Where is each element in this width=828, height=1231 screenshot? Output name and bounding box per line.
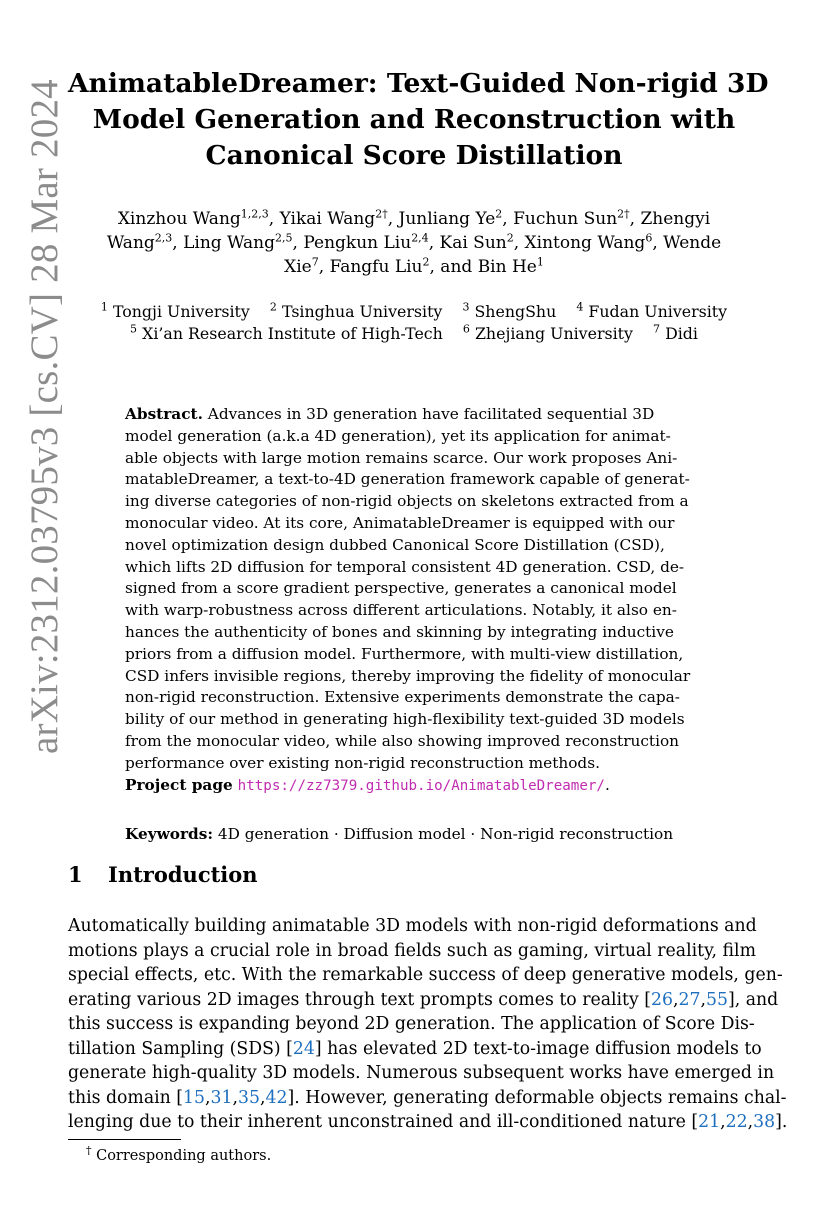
citation-link[interactable]: 55: [706, 989, 728, 1010]
abstract-line: which lifts 2D diffusion for temporal consistent 4D generation. CSD, de-: [125, 557, 685, 576]
author-separator: ,: [172, 233, 184, 253]
affiliation-number: 4: [576, 300, 584, 314]
author-separator: ,: [268, 209, 280, 229]
intro-text: motions plays a crucial role in broad fields such as gaming, virtual reality, film: [68, 940, 756, 961]
citation-link[interactable]: 31: [210, 1087, 233, 1108]
intro-text: Automatically building animatable 3D models with non-rigid deformations and: [68, 916, 757, 936]
author-name: Fangfu Liu: [329, 257, 423, 277]
keywords-text: 4D generation · Diffusion model · Non-rigid reconstruction: [212, 825, 674, 843]
author-name: Xintong Wang: [524, 233, 646, 253]
affiliation-name: Zhejiang University: [474, 324, 633, 343]
abstract-line: novel optimization design dubbed Canonical Score Distillation (CSD),: [125, 535, 665, 554]
affiliation-number: 1: [100, 300, 108, 314]
author-name: Xie: [284, 257, 312, 277]
author-name: Yikai Wang: [279, 209, 376, 229]
author-line: [68, 255, 760, 279]
affiliation-name: Tongji University: [112, 302, 250, 321]
title-line: AnimatableDreamer: Text-Guided Non-rigid 3D: [68, 68, 769, 99]
title-line: Canonical Score Distillation: [205, 140, 623, 171]
author-separator: , Wende: [652, 233, 722, 253]
author-name: Ling Wang: [183, 233, 276, 253]
author-affiliation-marker: 1: [536, 255, 544, 269]
abstract-line: CSD infers invisible regions, thereby improving the fidelity of monocular: [125, 666, 691, 685]
intro-line: [68, 1061, 775, 1086]
intro-text: ,: [260, 1087, 266, 1108]
affiliation-line: [68, 301, 760, 323]
intro-text: ,: [673, 989, 679, 1010]
project-page-end: .: [604, 775, 610, 794]
author-name: Fuchun Sun: [513, 209, 618, 229]
author-name: Bin He: [477, 257, 537, 277]
author-separator: , and: [429, 257, 478, 277]
intro-text: generate high-quality 3D models. Numerous subsequent works have emerged in: [68, 1063, 775, 1083]
keywords-line: [125, 823, 725, 845]
abstract-label: Abstract.: [125, 405, 203, 423]
abstract-line: bility of our method in generating high-flexibility text-guided 3D models: [125, 710, 685, 729]
intro-text: lenging due to their inherent unconstrained and ill-conditioned nature [: [68, 1112, 699, 1132]
author-name: Xinzhou Wang: [117, 209, 241, 229]
intro-text: ,: [232, 1087, 239, 1108]
author-affiliation-marker: 2: [422, 255, 430, 269]
intro-line: [68, 1110, 788, 1135]
intro-text: ]. However, generating deformable objects remains chal-: [287, 1087, 787, 1108]
intro-text: tillation Sampling (SDS) [: [68, 1038, 293, 1059]
affiliation-number: 2: [269, 300, 277, 314]
affiliation-number: 6: [462, 322, 470, 336]
author-affiliation-marker: 2,4: [411, 231, 429, 245]
author-separator: ,: [387, 209, 399, 229]
project-page-label: Project page: [125, 775, 233, 794]
author-line: [68, 207, 760, 231]
abstract-line: ing diverse categories of non-rigid objects on skeletons extracted from a: [125, 492, 689, 511]
project-page-link[interactable]: https://zz7379.github.io/AnimatableDreamer/: [237, 777, 605, 794]
author-affiliation-marker: 2,3: [154, 231, 173, 245]
author-affiliation-marker: 1,2,3: [240, 207, 269, 221]
affiliation-number: 3: [462, 300, 470, 314]
intro-text: special effects, etc. With the remarkable success of deep generative models, gen-: [68, 965, 783, 985]
abstract-first-line: [125, 404, 703, 426]
author-affiliation-marker: 2: [495, 207, 503, 221]
citation-link[interactable]: 42: [265, 1087, 288, 1108]
intro-line: [68, 1086, 787, 1111]
affiliation-name: Fudan University: [588, 302, 728, 321]
intro-text: ,: [700, 989, 706, 1010]
abstract-line: able objects with large motion remains scarce. Our work proposes Ani-: [125, 448, 678, 467]
section-heading-introduction: [68, 862, 258, 887]
footnote-rule: [68, 1139, 181, 1140]
intro-text: ,: [747, 1112, 754, 1132]
citation-link[interactable]: 15: [183, 1087, 206, 1108]
citation-link[interactable]: 27: [678, 989, 701, 1010]
author-affiliation-marker: 2,5: [275, 231, 293, 245]
author-affiliation-marker: 6: [645, 231, 653, 245]
affiliation-name: Tsinghua University: [281, 302, 443, 321]
intro-text: ].: [775, 1112, 788, 1132]
intro-text: ,: [205, 1087, 211, 1108]
abstract-text: Advances in 3D generation have facilitated sequential 3D: [202, 405, 655, 423]
author-name: Wang: [106, 233, 155, 253]
intro-line: [68, 988, 779, 1013]
author-affiliation-marker: 2†: [617, 207, 630, 221]
section-number: 1: [68, 862, 83, 887]
abstract-line: matableDreamer, a text-to-4D generation framework capable of generat-: [125, 470, 690, 489]
citation-link[interactable]: 24: [292, 1038, 315, 1059]
citation-link[interactable]: 22: [725, 1112, 748, 1132]
author-affiliation-marker: 7: [311, 255, 319, 269]
intro-line: [68, 914, 760, 939]
intro-text: this domain [: [68, 1087, 184, 1108]
introduction-paragraph: [68, 914, 788, 1135]
footnote-text: Corresponding authors.: [91, 1148, 272, 1164]
intro-text: ,: [720, 1112, 726, 1132]
affiliation-name: ShengShu: [474, 302, 557, 321]
project-page-line: [125, 775, 703, 798]
intro-text: ] has elevated 2D text-to-image diffusion models to: [314, 1038, 762, 1059]
author-separator: ,: [292, 233, 304, 253]
affiliation-number: 7: [653, 322, 661, 336]
affiliation-name: Didi: [665, 324, 698, 343]
author-separator: ,: [502, 209, 514, 229]
affiliation-number: 5: [130, 322, 138, 336]
footnote-mark: †: [86, 1144, 92, 1158]
citation-link[interactable]: 26: [651, 989, 673, 1010]
intro-line: [68, 963, 783, 988]
author-separator: , Zhengyi: [629, 209, 711, 229]
intro-text: this success is expanding beyond 2D generation. The application of Score Dis-: [68, 1014, 755, 1034]
abstract-line: model generation (a.k.a 4D generation), yet its application for animat-: [125, 426, 671, 445]
author-affiliation-marker: 2: [506, 231, 514, 245]
abstract-line: non-rigid reconstruction. Extensive experiments demonstrate the capa-: [125, 688, 680, 707]
abstract-line: with warp-robustness across different articulations. Notably, it also en-: [125, 601, 677, 620]
abstract-line: priors from a diffusion model. Furthermore, with multi-view distillation,: [125, 644, 684, 663]
abstract-line: hances the authenticity of bones and skinning by integrating inductive: [125, 622, 674, 641]
author-name: Junliang Ye: [398, 209, 496, 229]
intro-line: [68, 1012, 760, 1037]
abstract-line: monocular video. At its core, AnimatableDreamer is equipped with our: [125, 513, 675, 532]
author-name: Pengkun Liu: [303, 233, 412, 253]
affiliation-line: [68, 323, 760, 345]
citation-link[interactable]: 38: [753, 1112, 776, 1132]
affiliation-name: Xi’an Research Institute of High-Tech: [142, 324, 443, 343]
abstract-block: [125, 404, 703, 797]
intro-line: [68, 939, 760, 964]
author-separator: ,: [318, 257, 330, 277]
title-line: Model Generation and Reconstruction with: [92, 104, 736, 135]
author-separator: ,: [428, 233, 440, 253]
abstract-line: from the monocular video, while also showing improved reconstruction: [125, 731, 680, 750]
abstract-line: signed from a score gradient perspective, generates a canonical model: [125, 579, 677, 598]
arxiv-identifier-stamp: arXiv:2312.03795v3 [cs.CV] 28 Mar 2024: [23, 79, 66, 755]
section-title: Introduction: [108, 862, 258, 887]
footnote: [86, 1144, 272, 1164]
citation-link[interactable]: 21: [698, 1112, 721, 1132]
paper-title: [68, 66, 769, 174]
intro-text: erating various 2D images through text prompts comes to reality [: [68, 989, 651, 1010]
author-line: [68, 231, 760, 255]
keywords-label: Keywords:: [125, 825, 213, 843]
citation-link[interactable]: 35: [238, 1087, 261, 1108]
abstract-body: [125, 426, 703, 775]
author-list: [68, 207, 760, 279]
intro-line: [68, 1037, 760, 1062]
abstract-line: performance over existing non-rigid reconstruction methods.: [125, 753, 600, 772]
intro-text: ], and: [728, 989, 779, 1010]
author-name: Kai Sun: [439, 233, 507, 253]
affiliation-list: [68, 301, 760, 345]
author-affiliation-marker: 2†: [375, 207, 388, 221]
author-separator: ,: [513, 233, 525, 253]
